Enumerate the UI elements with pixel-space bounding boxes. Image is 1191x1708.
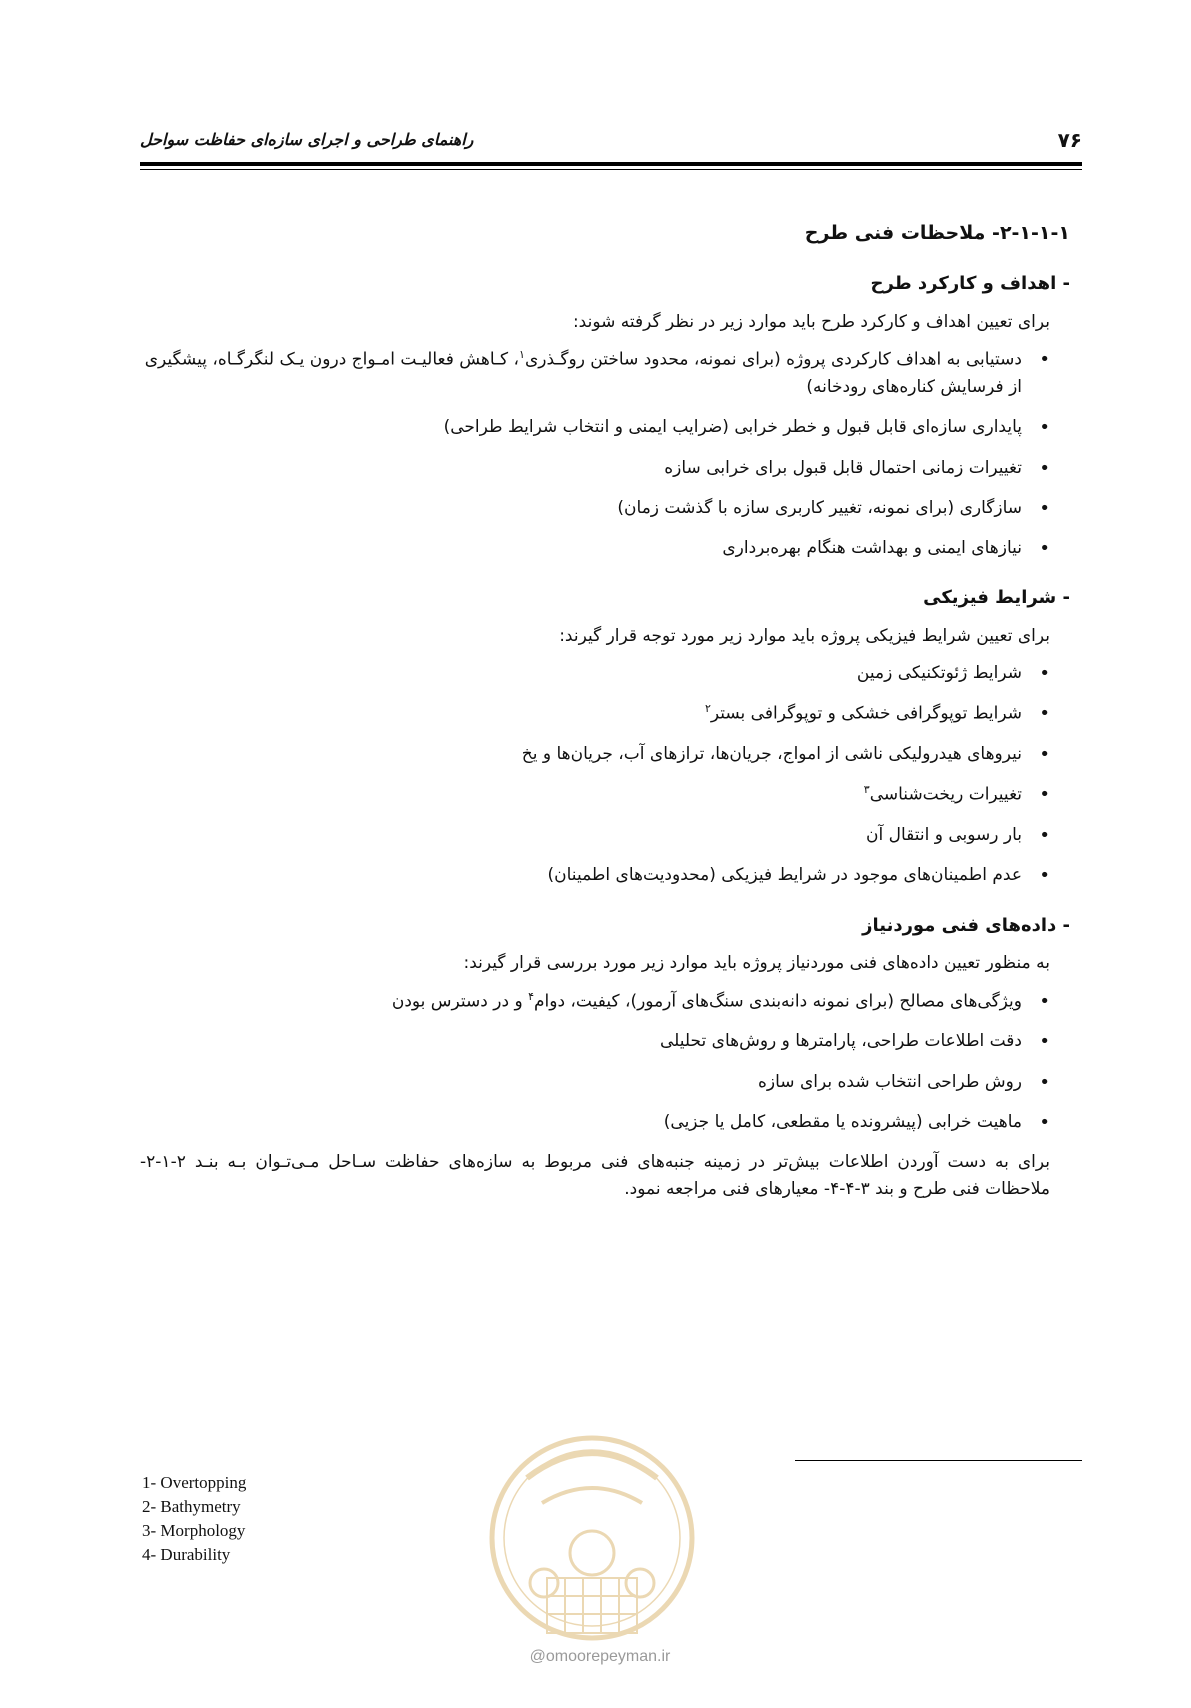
bullet-icon: • — [1039, 990, 1050, 1012]
header-rule-thick — [140, 162, 1082, 166]
list-item — [140, 535, 1050, 562]
bullet-icon: • — [1039, 1071, 1050, 1093]
bullet-icon: • — [1039, 663, 1050, 685]
bullet-icon: • — [1039, 497, 1050, 519]
header-rule-thin — [140, 169, 1082, 170]
bullet-icon: • — [1039, 417, 1050, 439]
list-item — [140, 455, 1050, 482]
list-item-text: دقت اطلاعات طراحی، پارامترها و روش‌های تحلیلی — [659, 1031, 1022, 1052]
bullet-icon: • — [1039, 457, 1050, 479]
bullet-icon: • — [1039, 1031, 1050, 1053]
list-item — [140, 346, 1050, 401]
goals-list — [140, 346, 1082, 562]
goals-heading: - اهداف و کارکرد طرح — [870, 273, 1070, 295]
list-item — [140, 700, 1050, 728]
list-item-text: سازگاری (برای نمونه، تغییر کاربری سازه با گذشت زمان) — [617, 497, 1022, 518]
list-item-text-tail: ، کـاهش فعالیـت امـواج درون یـک لنگرگـاه، پیشگیری از فرسایش کناره‌های رودخانه) — [144, 350, 1022, 398]
list-item-text: تغییرات ریخت‌شناسی — [869, 785, 1022, 806]
physical-list — [140, 660, 1082, 889]
physical-heading: - شرایط فیزیکی — [923, 587, 1070, 609]
footnotes — [142, 1471, 246, 1567]
bullet-icon: • — [1039, 1111, 1050, 1133]
list-item-text: بار رسوبی و انتقال آن — [865, 825, 1022, 846]
footnote-ref: ۳ — [863, 783, 870, 797]
list-item-text: ویژگی‌های مصالح (برای نمونه دانه‌بندی سنگ‌های آرمور)، کیفیت، دوام — [534, 991, 1022, 1012]
physical-intro: برای تعیین شرایط فیزیکی پروژه باید موارد زیر مورد توجه قرار گیرند: — [559, 625, 1050, 646]
bullet-icon: • — [1039, 349, 1050, 371]
list-item — [140, 988, 1050, 1016]
data-list — [140, 988, 1082, 1136]
list-item-text: عدم اطمینان‌های موجود در شرایط فیزیکی (محدودیت‌های اطمینان) — [547, 865, 1022, 886]
bullet-icon: • — [1039, 537, 1050, 559]
footnote-4: 4- Durability — [142, 1545, 231, 1564]
list-item — [140, 862, 1050, 889]
page-body — [140, 208, 1082, 1203]
list-item — [140, 741, 1050, 768]
list-item-text: نیروهای هیدرولیکی ناشی از امواج، جریان‌ها، ترازهای آب، جریان‌ها و یخ — [521, 744, 1022, 765]
list-item — [140, 1069, 1050, 1096]
data-intro: به منظور تعیین داده‌های فنی موردنیاز پروژه باید موارد زیر مورد بررسی قرار گیرند: — [463, 953, 1050, 974]
list-item — [140, 414, 1050, 441]
list-item-text: دستیابی به اهداف کارکردی پروژه (برای نمونه، محدود ساختن روگـذری — [524, 350, 1022, 371]
footnote-rule — [795, 1460, 1082, 1461]
list-item-text: نیازهای ایمنی و بهداشت هنگام بهره‌برداری — [722, 537, 1022, 558]
closing-paragraph: برای به دست آوردن اطلاعات بیش‌تر در زمینه جنبه‌های فنی مربوط به سازه‌های حفاظت سـاحل مـی‌تـوان بـه بنـد ۲-۱-۲- ملاحظات فنی طرح و بند ۳-۴-۴- معیارهای فنی مراجعه نمود. — [140, 1151, 1050, 1200]
footnote-3: 3- Morphology — [142, 1521, 246, 1540]
list-item-text: پایداری سازه‌ای قابل قبول و خطر خرابی (ضرایب ایمنی و انتخاب شرایط طراحی) — [443, 417, 1022, 438]
list-item — [140, 1109, 1050, 1136]
list-item — [140, 660, 1050, 687]
list-item-text: شرایط ژئوتکنیکی زمین — [856, 663, 1022, 684]
list-item-text: روش طراحی انتخاب شده برای سازه — [758, 1071, 1022, 1092]
list-item — [140, 495, 1050, 522]
footnote-ref: ۲ — [704, 702, 711, 716]
bullet-icon: • — [1039, 703, 1050, 725]
footnote-ref: ۱ — [519, 348, 525, 362]
watermark-url: @omoorepeyman.ir — [529, 1648, 671, 1665]
footnote-1: 1- Overtopping — [142, 1473, 247, 1492]
running-title: راهنمای طراحی و اجرای سازه‌ای حفاظت سواحل — [140, 130, 474, 149]
goals-intro: برای تعیین اهداف و کارکرد طرح باید موارد زیر در نظر گرفته شوند: — [572, 312, 1050, 333]
page-header — [140, 128, 1082, 156]
footnote-2: 2- Bathymetry — [142, 1497, 241, 1516]
bullet-icon: • — [1039, 784, 1050, 806]
bullet-icon: • — [1039, 865, 1050, 887]
list-item-text: شرایط توپوگرافی خشکی و توپوگرافی بستر — [710, 703, 1022, 724]
section-title: ۲-۱-۱-۱- ملاحظات فنی طرح — [804, 222, 1070, 244]
data-heading: - داده‌های فنی موردنیاز — [862, 914, 1070, 936]
list-item — [140, 781, 1050, 809]
list-item — [140, 1028, 1050, 1055]
list-item-text-tail: و در دسترس بودن — [391, 991, 529, 1012]
list-item — [140, 822, 1050, 849]
footnote-ref: ۴ — [528, 989, 534, 1003]
page-number: ۷۶ — [1057, 128, 1082, 152]
list-item-text: تغییرات زمانی احتمال قابل قبول برای خرابی سازه — [664, 457, 1022, 478]
bullet-icon: • — [1039, 825, 1050, 847]
list-item-text: ماهیت خرابی (پیشرونده یا مقطعی، کامل یا جزیی) — [663, 1111, 1022, 1132]
bullet-icon: • — [1039, 744, 1050, 766]
